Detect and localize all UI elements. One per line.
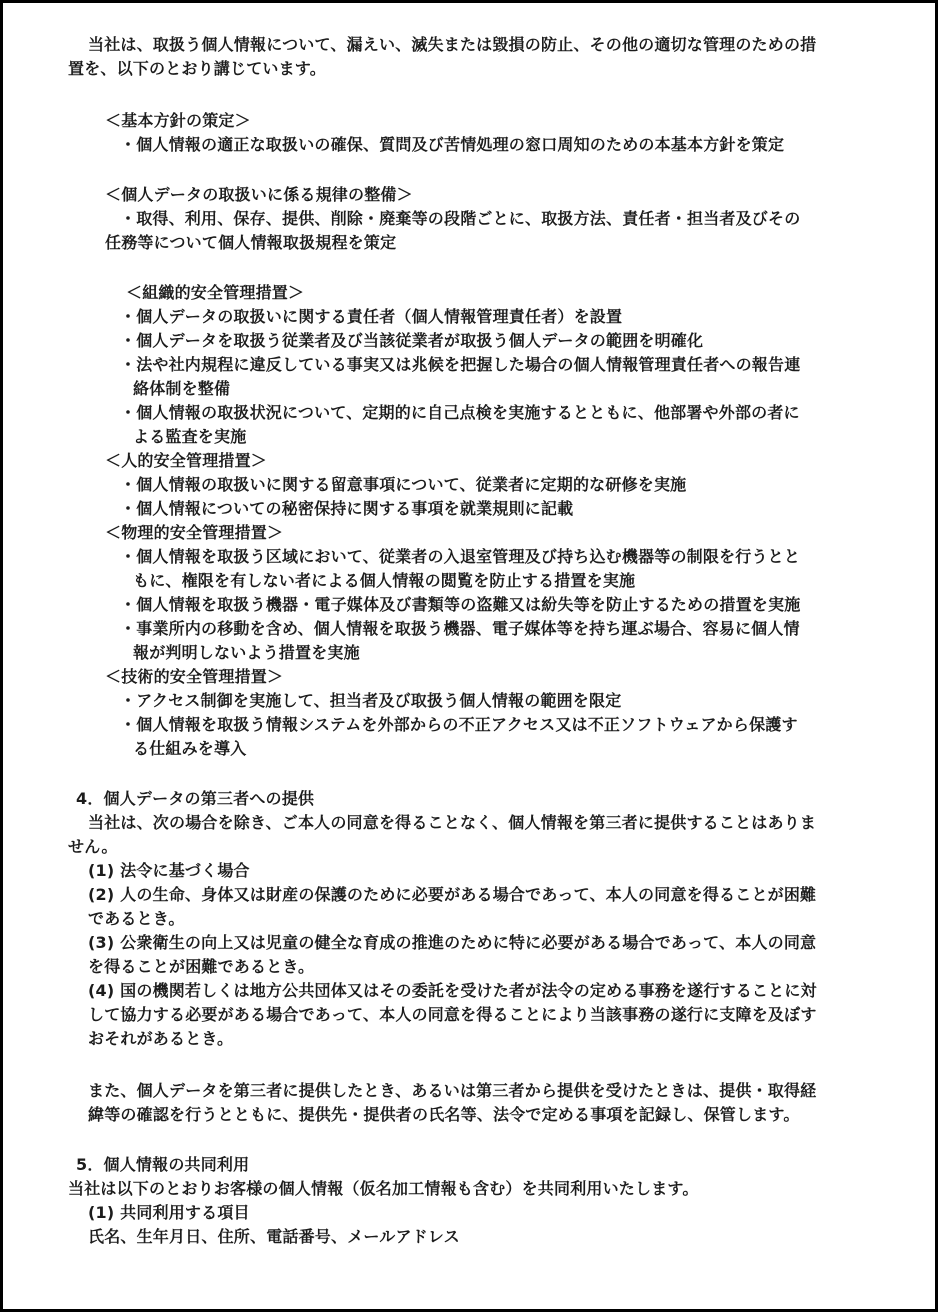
note-line: 緯等の確認を行うとともに、提供先・提供者の氏名等、法令で定める事項を記録し、保管します。 — [88, 1105, 800, 1124]
bullet-line: ・個人情報の適正な取扱いの確保、質問及び苦情処理の窓口周知のための本基本方針を策定 — [120, 135, 785, 154]
intro-line: 当社は、取扱う個人情報について、漏えい、滅失または毀損の防止、その他の適切な管理のための措 — [88, 35, 817, 54]
measure-group-rules — [3, 183, 935, 255]
section4-intro-line: 当社は、次の場合を除き、ご本人の同意を得ることなく、個人情報を第三者に提供することはありま — [88, 813, 817, 832]
bullet-line: ・事業所内の移動を含め、個人情報を取扱う機器、電子媒体等を持ち運ぶ場合、容易に個人情 — [120, 619, 800, 638]
bullet-line: ・個人情報の取扱いに関する留意事項について、従業者に定期的な研修を実施 — [120, 475, 687, 494]
section4-intro-line: せん。 — [68, 837, 118, 856]
measure-group-heading: ＜個人データの取扱いに係る規律の整備＞ — [105, 185, 413, 204]
intro-paragraph — [3, 33, 935, 81]
numbered-item-continuation: を得ることが困難であるとき。 — [88, 957, 315, 976]
measure-group-basic-policy — [3, 109, 935, 157]
numbered-item-continuation: して協力する必要がある場合であって、本人の同意を得ることにより当該事務の遂行に支障を及ぼす — [88, 1005, 817, 1024]
measure-group-heading: ＜基本方針の策定＞ — [105, 111, 251, 130]
joint-use-item-label: (1) 共同利用する項目 — [88, 1203, 250, 1222]
bullet-continuation-line: 任務等について個人情報取扱規程を策定 — [105, 233, 397, 252]
bullet-line: ・取得、利用、保存、提供、削除・廃棄等の段階ごとに、取扱方法、責任者・担当者及びその — [120, 209, 801, 228]
intro-line: 置を、以下のとおり講じています。 — [68, 59, 326, 78]
numbered-item-line: (4) 国の機関若しくは地方公共団体又はその委託を受けた者が法令の定める事務を遂行することに対 — [88, 981, 817, 1000]
numbered-item-continuation: であるとき。 — [88, 909, 185, 928]
measure-group-heading: ＜組織的安全管理措置＞ — [126, 283, 305, 302]
measure-group-heading: ＜物理的安全管理措置＞ — [105, 523, 284, 542]
numbered-item-line: (3) 公衆衛生の向上又は児童の健全な育成の推進のために特に必要がある場合であって、本人の同意 — [88, 933, 817, 952]
bullet-line: ・個人情報を取扱う情報システムを外部からの不正アクセス又は不正ソフトウェアから保護す — [120, 715, 798, 734]
section-heading: 4．個人データの第三者への提供 — [76, 789, 315, 808]
bullet-continuation-line: 報が判明しないよう措置を実施 — [133, 643, 360, 662]
bullet-line: ・アクセス制御を実施して、担当者及び取扱う個人情報の範囲を限定 — [120, 691, 622, 710]
measure-group-technical — [3, 665, 935, 761]
note-line: また、個人データを第三者に提供したとき、あるいは第三者から提供を受けたときは、提供・取得経 — [88, 1081, 817, 1100]
section4-note-paragraph — [3, 1079, 935, 1127]
bullet-line: ・個人情報についての秘密保持に関する事項を就業規則に記載 — [120, 499, 574, 518]
section-heading: 5．個人情報の共同利用 — [76, 1155, 250, 1174]
section5-intro-line: 当社は以下のとおりお客様の個人情報（仮名加工情報も含む）を共同利用いたします。 — [68, 1179, 699, 1198]
bullet-line: ・個人データを取扱う従業者及び当該従業者が取扱う個人データの範囲を明確化 — [120, 331, 704, 350]
measure-group-organizational — [3, 281, 935, 449]
section-third-party-provision — [3, 787, 935, 1051]
measure-group-physical — [3, 521, 935, 665]
bullet-line: ・法や社内規程に違反している事実又は兆候を把握した場合の個人情報管理責任者への報告連 — [120, 355, 801, 374]
bullet-continuation-line: 絡体制を整備 — [133, 379, 231, 398]
bullet-continuation-line: もに、権限を有しない者による個人情報の閲覧を防止する措置を実施 — [133, 571, 636, 590]
bullet-line: ・個人データの取扱いに関する責任者（個人情報管理責任者）を設置 — [120, 307, 623, 326]
numbered-item-line: (1) 法令に基づく場合 — [88, 861, 250, 880]
bullet-continuation-line: る仕組みを導入 — [133, 739, 247, 758]
section-joint-use — [3, 1153, 935, 1249]
measure-group-heading: ＜技術的安全管理措置＞ — [105, 667, 284, 686]
bullet-continuation-line: よる監査を実施 — [133, 427, 247, 446]
numbered-item-line: (2) 人の生命、身体又は財産の保護のために必要がある場合であって、本人の同意を得ることが困難 — [88, 885, 817, 904]
bullet-line: ・個人情報を取扱う機器・電子媒体及び書類等の盗難又は紛失等を防止するための措置を実施 — [120, 595, 801, 614]
numbered-item-continuation: おそれがあるとき。 — [88, 1029, 234, 1048]
bullet-line: ・個人情報の取扱状況について、定期的に自己点検を実施するとともに、他部署や外部の者に — [120, 403, 800, 422]
joint-use-item-value: 氏名、生年月日、住所、電話番号、メールアドレス — [88, 1227, 460, 1246]
bullet-line: ・個人情報を取扱う区域において、従業者の入退室管理及び持ち込む機器等の制限を行うとと — [120, 547, 801, 566]
measure-group-personnel — [3, 449, 935, 521]
measure-group-heading: ＜人的安全管理措置＞ — [105, 451, 268, 470]
